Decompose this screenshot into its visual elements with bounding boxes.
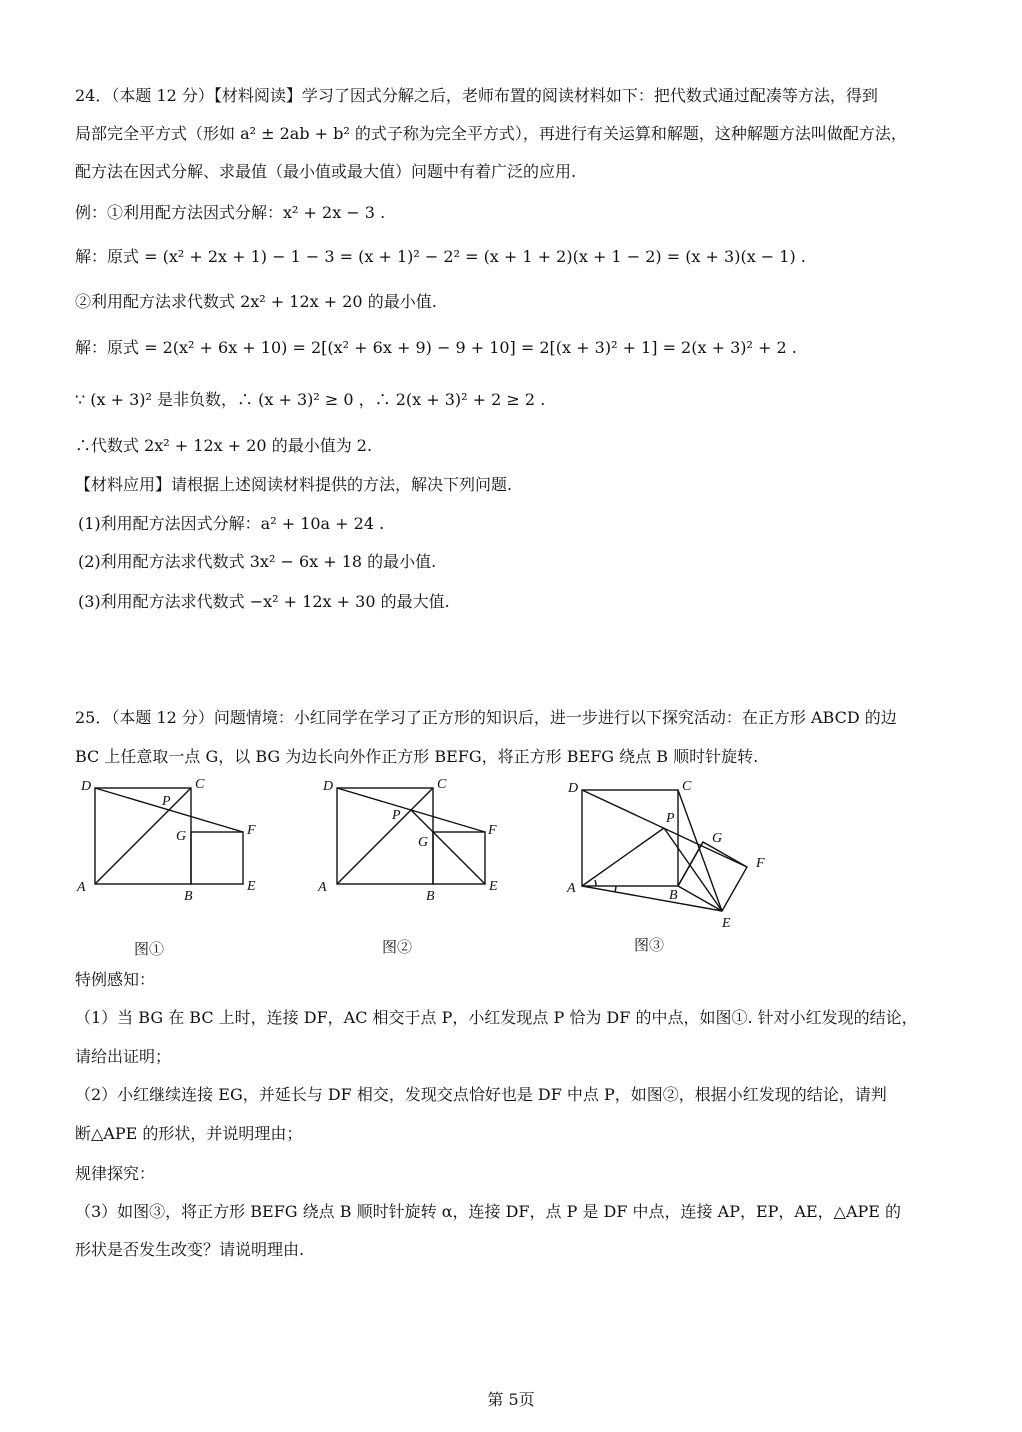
fig1-label-f: F xyxy=(247,823,256,838)
fig1-caption: 图① xyxy=(134,940,165,958)
fig2-label-p: P xyxy=(392,808,401,823)
fig1-square-befg xyxy=(191,832,243,884)
fig2-label-b: B xyxy=(426,889,435,904)
figure-1 xyxy=(70,772,270,912)
q25-special-case-heading: 特例感知： xyxy=(75,970,156,989)
q25-part-1-line-1: （1）当 BG 在 BC 上时，连接 DF，AC 相交于点 P，小红发现点 P 恰为 DF 的中点，如图①. 针对小红发现的结论， xyxy=(75,1008,918,1027)
fig3-square-abcd xyxy=(582,790,678,886)
q25-part-2-line-2: 断△APE 的形状，并说明理由； xyxy=(75,1124,303,1143)
q24-example-2: ②利用配方法求代数式 2x² + 12x + 20 的最小值. xyxy=(75,292,437,311)
fig3-line-ce xyxy=(678,790,722,911)
q24-solution-2: 解：原式 = 2(x² + 6x + 10) = 2[(x² + 6x + 9) − 9 + 10] = 2[(x + 3)² + 1] = 2(x + 3)² + 2 . xyxy=(75,338,797,357)
fig3-label-b: B xyxy=(669,888,678,903)
q24-line-1: 24．（本题 12 分）【材料阅读】学习了因式分解之后，老师布置的阅读材料如下：把代数式通过配凑等方法，得到 xyxy=(75,86,878,105)
q25-part-2-line-1: （2）小红继续连接 EG，并延长与 DF 相交，发现交点恰好也是 DF 中点 P，如图②，根据小红发现的结论，请判 xyxy=(75,1085,887,1104)
figure-2 xyxy=(312,772,512,912)
fig3-label-p: P xyxy=(666,811,675,826)
q24-part-2: (2)利用配方法求代数式 3x² − 6x + 18 的最小值. xyxy=(78,552,437,571)
page-number: 第 5页 xyxy=(487,1390,535,1409)
q24-part-1: (1)利用配方法因式分解：a² + 10a + 24 . xyxy=(78,514,385,533)
fig2-label-d: D xyxy=(323,779,334,794)
q25-part-1-line-2: 请给出证明； xyxy=(75,1047,172,1066)
fig1-label-c: C xyxy=(195,777,205,792)
fig3-label-a: A xyxy=(567,881,576,896)
fig2-label-c: C xyxy=(437,777,447,792)
fig3-caption: 图③ xyxy=(634,936,665,954)
fig2-label-f: F xyxy=(488,823,497,838)
figure-3 xyxy=(560,772,790,937)
q24-line-2: 局部完全平方式（形如 a² ± 2ab + b² 的式子称为完全平方式），再进行有关运算和解题，这种解题方法叫做配方法， xyxy=(75,124,907,143)
fig3-angle-mark-2 xyxy=(615,886,616,892)
q25-pattern-heading: 规律探究： xyxy=(75,1164,156,1183)
fig1-label-a: A xyxy=(77,880,86,895)
fig1-label-b: B xyxy=(184,889,193,904)
q24-conclusion: ∴代数式 2x² + 12x + 20 的最小值为 2. xyxy=(75,436,373,455)
fig2-label-g: G xyxy=(418,835,429,850)
fig3-label-g: G xyxy=(712,831,723,846)
fig3-label-e: E xyxy=(722,916,731,931)
q24-example-1: 例：①利用配方法因式分解：x² + 2x − 3 . xyxy=(75,203,386,222)
fig2-caption: 图② xyxy=(382,938,413,956)
fig1-label-p: P xyxy=(162,794,171,809)
fig1-label-d: D xyxy=(81,779,92,794)
fig2-label-a: A xyxy=(318,880,327,895)
q25-line-2: BC 上任意取一点 G，以 BG 为边长向外作正方形 BEFG，将正方形 BEFG 绕点 B 顺时针旋转. xyxy=(75,747,759,766)
q25-part-3-line-1: （3）如图③，将正方形 BEFG 绕点 B 顺时针旋转 α，连接 DF，点 P 是 DF 中点，连接 AP，EP，AE，△APE 的 xyxy=(75,1202,902,1221)
fig1-label-e: E xyxy=(247,879,256,894)
fig3-label-d: D xyxy=(568,781,579,796)
q25-part-3-line-2: 形状是否发生改变？请说明理由. xyxy=(75,1240,305,1259)
fig3-square-befg xyxy=(678,842,747,911)
q24-application-heading: 【材料应用】请根据上述阅读材料提供的方法，解决下列问题. xyxy=(75,475,513,494)
fig3-label-f: F xyxy=(756,856,765,871)
q24-part-3: (3)利用配方法求代数式 −x² + 12x + 30 的最大值. xyxy=(78,592,450,611)
fig3-angle-mark xyxy=(595,880,596,886)
q24-line-3: 配方法在因式分解、求最值（最小值或最大值）问题中有着广泛的应用. xyxy=(75,162,577,181)
q25-line-1: 25．（本题 12 分）问题情境：小红同学在学习了正方形的知识后，进一步进行以下探究活动：在正方形 ABCD 的边 xyxy=(75,708,897,727)
fig3-line-ap xyxy=(582,828,664,886)
fig1-label-g: G xyxy=(176,829,187,844)
fig2-label-e: E xyxy=(489,879,498,894)
fig3-label-c: C xyxy=(682,779,692,794)
q24-solution-1: 解：原式 = (x² + 2x + 1) − 1 − 3 = (x + 1)² − 2² = (x + 1 + 2)(x + 1 − 2) = (x + 3)(x − 1) . xyxy=(75,247,806,266)
q24-reasoning: ∵ (x + 3)² 是非负数，∴ (x + 3)² ≥ 0 ，∴ 2(x + 3)² + 2 ≥ 2 . xyxy=(75,390,546,409)
